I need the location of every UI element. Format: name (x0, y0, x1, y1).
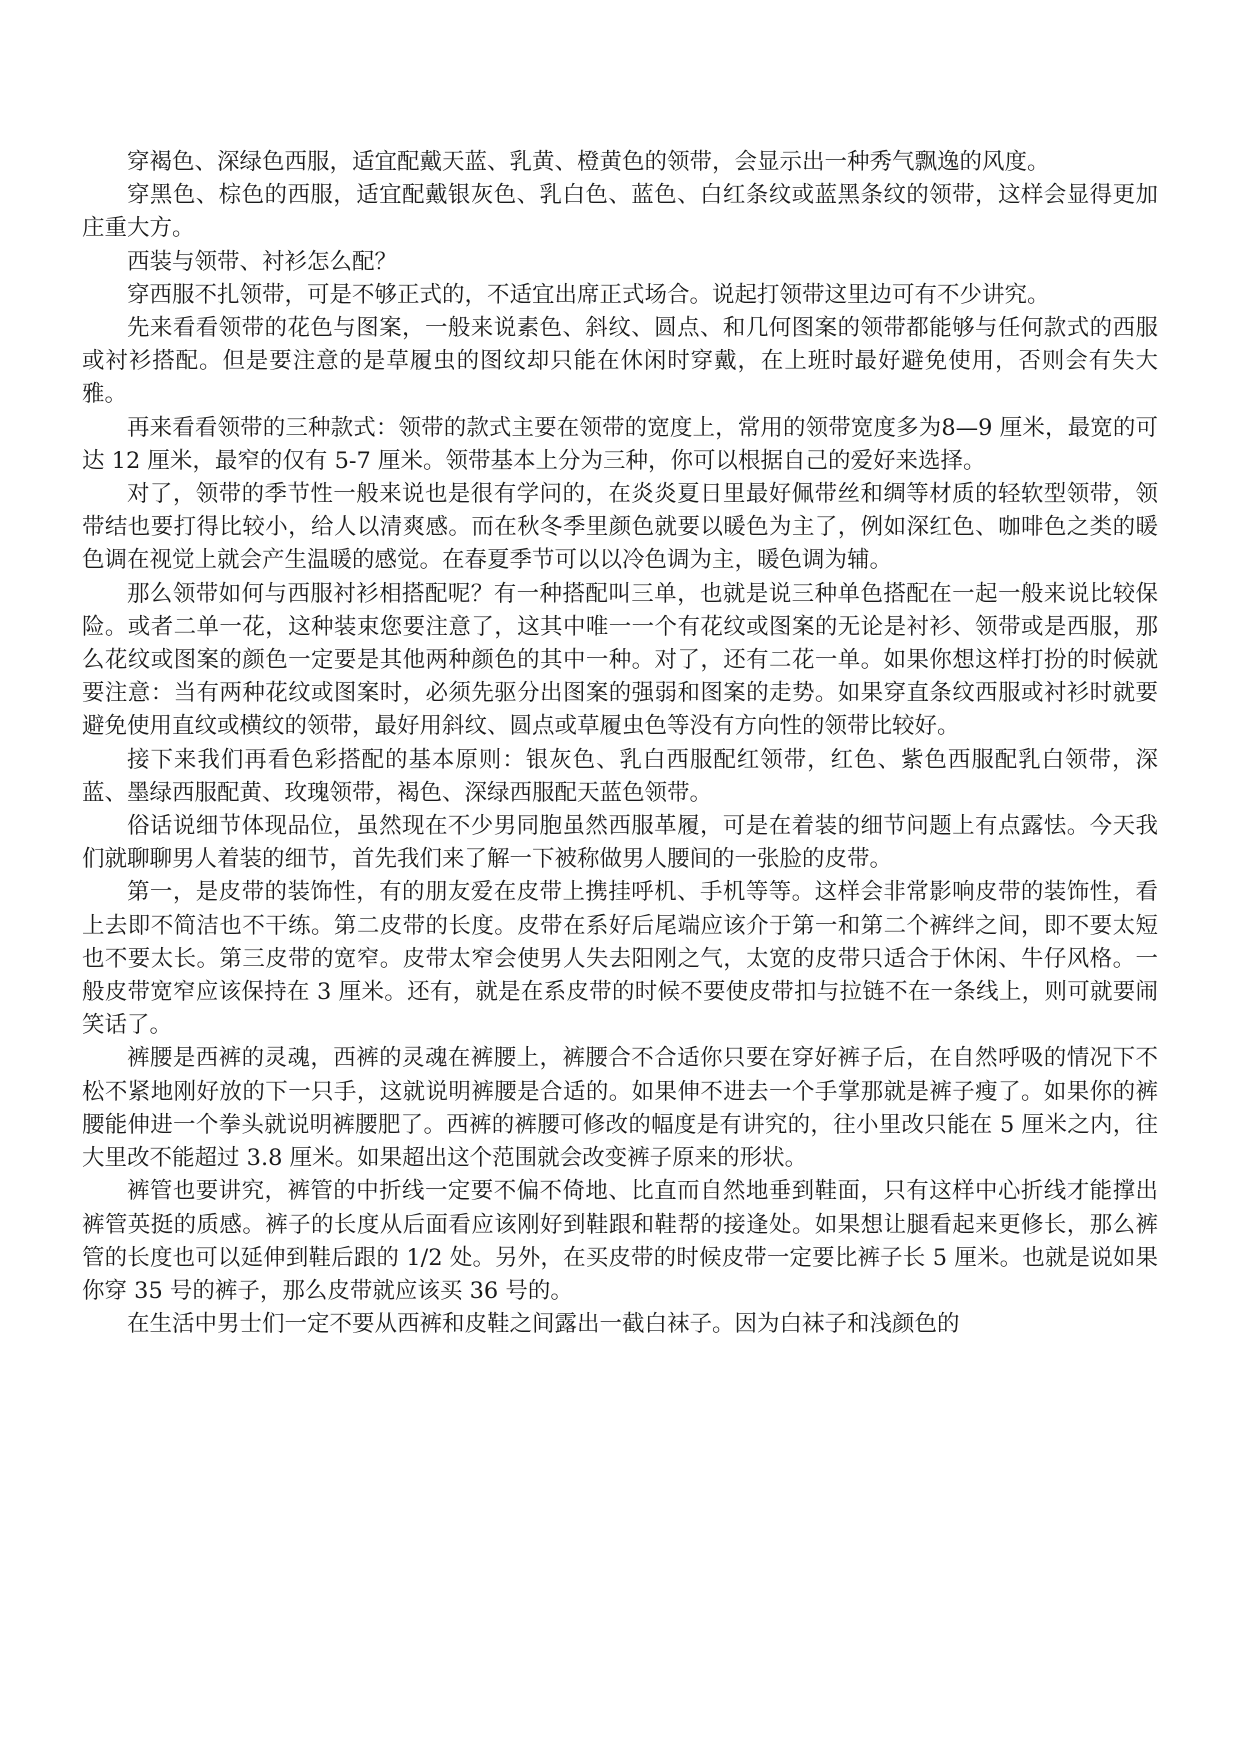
section-heading: 西装与领带、衬衫怎么配？ (127, 248, 398, 275)
paragraph: 在生活中男士们一定不要从西裤和皮鞋之间露出一截白袜子。因为白袜子和浅颜色的 (127, 1311, 960, 1338)
paragraph: 先来看看领带的花色与图案，一般来说素色、斜纹、圆点、和几何图案的领带都能够与任何款式的西服或衬衫搭配。但是要注意的是草履虫的图纹却只能在休闲时穿戴，在上班时最好避免使用，否则会有失大雅。 (82, 315, 1158, 408)
paragraph: 裤管也要讲究，裤管的中折线一定要不偏不倚地、比直而自然地垂到鞋面，只有这样中心折线才能撑出裤管英挺的质感。裤子的长度从后面看应该刚好到鞋跟和鞋帮的接逢处。如果想让腿看起来更修长，那么裤管的长度也可以延伸到鞋后跟的 1/2 处。另外，在买皮带的时候皮带一定要比裤子长 5 厘米。也就是说如果你穿 35 号的裤子，那么皮带就应该买 36 号的。 (82, 1178, 1158, 1304)
paragraph: 俗话说细节体现品位，虽然现在不少男同胞虽然西服革履，可是在着装的细节问题上有点露怯。今天我们就聊聊男人着装的细节，首先我们来了解一下被称做男人腰间的一张脸的皮带。 (82, 813, 1158, 873)
paragraph: 接下来我们再看色彩搭配的基本原则：银灰色、乳白西服配红领带，红色、紫色西服配乳白领带，深蓝、墨绿西服配黄、玫瑰领带，褐色、深绿西服配天蓝色领带。 (82, 746, 1158, 806)
paragraph: 第一，是皮带的装饰性，有的朋友爱在皮带上携挂呼机、手机等等。这样会非常影响皮带的装饰性，看上去即不简洁也不干练。第二皮带的长度。皮带在系好后尾端应该介于第一和第二个裤绊之间，即不要太短也不要太长。第三皮带的宽窄。皮带太窄会使男人失去阳刚之气，太宽的皮带只适合于休闲、牛仔风格。一般皮带宽窄应该保持在 3 厘米。还有，就是在系皮带的时候不要使皮带扣与拉链不在一条线上，则可就要闹笑话了。 (82, 879, 1158, 1039)
paragraph: 再来看看领带的三种款式：领带的款式主要在领带的宽度上，常用的领带宽度多为8—9 厘米，最宽的可达 12 厘米，最窄的仅有 5-7 厘米。领带基本上分为三种，你可以根据自己的爱好来选择。 (82, 414, 1158, 474)
document-body (82, 146, 1158, 1341)
paragraph: 穿褐色、深绿色西服，适宜配戴天蓝、乳黄、橙黄色的领带，会显示出一种秀气飘逸的风度。 (127, 149, 1050, 175)
paragraph: 那么领带如何与西服衬衫相搭配呢？有一种搭配叫三单，也就是说三种单色搭配在一起一般来说比较保险。或者二单一花，这种装束您要注意了，这其中唯一一个有花纹或图案的无论是衬衫、领带或是西服，那么花纹或图案的颜色一定要是其他两种颜色的其中一种。对了，还有二花一单。如果你想这样打扮的时候就要注意：当有两种花纹或图案时，必须先驱分出图案的强弱和图案的走势。如果穿直条纹西服或衬衫时就要避免使用直纹或横纹的领带，最好用斜纹、圆点或草履虫色等没有方向性的领带比较好。 (82, 580, 1158, 740)
paragraph: 裤腰是西裤的灵魂，西裤的灵魂在裤腰上，裤腰合不合适你只要在穿好裤子后，在自然呼吸的情况下不松不紧地刚好放的下一只手，这就说明裤腰是合适的。如果伸不进去一个手掌那就是裤子瘦了。如果你的裤腰能伸进一个拳头就说明裤腰肥了。西裤的裤腰可修改的幅度是有讲究的，往小里改只能在 5 厘米之内，往大里改不能超过 3.8 厘米。如果超出这个范围就会改变裤子原来的形状。 (82, 1045, 1158, 1172)
paragraph: 对了，领带的季节性一般来说也是很有学问的，在炎炎夏日里最好佩带丝和绸等材质的轻软型领带，领带结也要打得比较小，给人以清爽感。而在秋冬季里颜色就要以暖色为主了，例如深红色、咖啡色之类的暖色调在视觉上就会产生温暖的感觉。在春夏季节可以以冷色调为主，暖色调为辅。 (82, 481, 1158, 574)
paragraph: 穿西服不扎领带，可是不够正式的，不适宜出席正式场合。说起打领带这里边可有不少讲究。 (127, 281, 1050, 308)
paragraph: 穿黑色、棕色的西服，适宜配戴银灰色、乳白色、蓝色、白红条纹或蓝黑条纹的领带，这样会显得更加庄重大方。 (82, 182, 1158, 242)
